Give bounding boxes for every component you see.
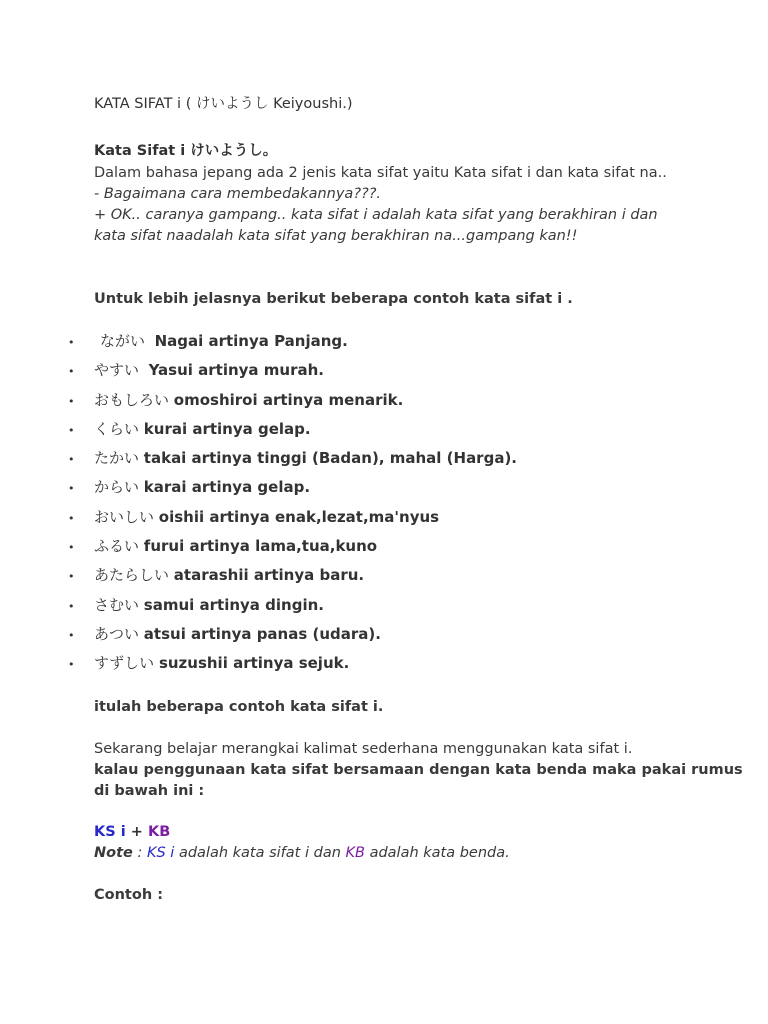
example-text: oishii artinya enak,lezat,ma'nyus [158,507,440,526]
bullet-icon: • [68,423,75,437]
lesson-paragraph [94,739,743,802]
example-text: suzushii artinya sejuk. [158,654,350,673]
bullet-icon: • [68,394,75,408]
kana-word [94,390,403,411]
kana-text: くらい [94,419,140,438]
formula-ks: KS i [94,824,126,840]
closing-text: itulah beberapa contoh kata sifat i. [94,699,384,715]
kana-word [94,624,381,645]
kana-word [94,360,324,381]
paragraph-line: Sekarang belajar merangkai kalimat sederhana menggunakan kata sifat i. [94,741,633,757]
example-text: Yasui artinya murah. [148,361,324,380]
example-text: furui artinya lama,tua,kuno [143,537,378,556]
intro-paragraph [94,163,667,247]
example-text: kurai artinya gelap. [143,419,311,438]
bullet-icon: • [68,628,75,642]
bullet-icon: • [68,570,75,584]
bullet-icon: • [68,482,75,496]
examples-intro: Untuk lebih jelasnya berikut beberapa contoh kata sifat i . [94,291,573,307]
example-heading: Contoh : [94,887,163,903]
example-text: takai artinya tinggi (Badan), mahal (Harga). [143,449,517,468]
note-mid: adalah kata sifat i dan [174,845,346,861]
kana-word [94,419,311,440]
note-label: Note [94,845,133,861]
kana-text: やすい [94,361,140,380]
example-text: omoshiroi artinya menarik. [173,390,404,409]
bullet-icon: • [68,599,75,613]
example-text: Nagai artinya Panjang. [154,332,348,350]
example-text: samui artinya dingin. [143,595,324,614]
example-text: atsui artinya panas (udara). [143,624,381,643]
paragraph-line: kata sifat naadalah kata sifat yang berakhiran na...gampang kan!! [94,228,578,244]
kana-word [94,565,364,586]
note-end: adalah kata benda. [364,845,510,861]
bullet-icon: • [68,453,75,467]
bullet-icon: • [68,336,75,349]
paragraph-line: - Bagaimana cara membedakannya???. [94,186,382,202]
example-text: atarashii artinya baru. [173,566,365,585]
formula-kb: KB [147,824,171,840]
kana-text: あたらしい [94,566,170,585]
paragraph-line: Dalam bahasa jepang ada 2 jenis kata sifat yaitu Kata sifat i dan kata sifat na.. [94,165,667,181]
example-text: karai artinya gelap. [143,478,311,497]
paragraph-line: + OK.. caranya gampang.. kata sifat i adalah kata sifat yang berakhiran i dan [94,207,658,223]
kana-text: おいしい [94,507,155,526]
bullet-icon: • [68,658,75,672]
note-ks: KS i [146,845,175,861]
document-title: KATA SIFAT i ( けいようし Keiyoushi.) [94,96,353,112]
kana-text: ながい [100,332,146,350]
kana-word [94,653,349,674]
bullet-icon: • [68,365,75,379]
kana-word [94,536,377,557]
section-heading: Kata Sifat i けいようし。 [94,143,278,159]
kana-word [94,595,324,616]
kana-text: さむい [94,595,140,614]
kana-text: あつい [94,624,140,643]
note-sep: : [132,845,147,861]
paragraph-line: di bawah ini : [94,783,205,799]
bullet-icon: • [68,511,75,525]
kana-word [100,331,348,352]
kana-text: たかい [94,449,140,468]
note-line [94,843,510,864]
kana-word [94,507,439,528]
note-kb: KB [345,845,365,861]
formula-plus: + [125,824,148,840]
bullet-icon: • [68,541,75,555]
paragraph-line: kalau penggunaan kata sifat bersamaan dengan kata benda maka pakai rumus [94,762,743,778]
kana-word [94,448,517,469]
kana-text: おもしろい [94,390,170,409]
kana-text: からい [94,478,140,497]
formula [94,822,170,843]
kana-word [94,477,310,498]
kana-text: ふるい [94,537,140,556]
kana-text: すずしい [94,654,155,673]
